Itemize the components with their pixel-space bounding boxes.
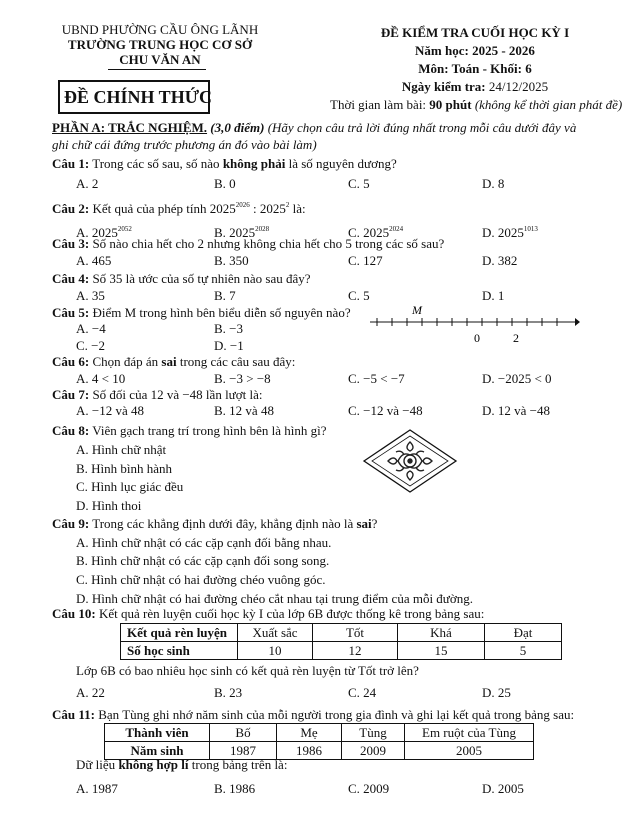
q2-option-b[interactable]: B. $2025^{2028}$: [214, 225, 270, 240]
table-cell: Xuất sắc: [238, 624, 313, 642]
q10-option-c[interactable]: C. 24: [348, 685, 377, 700]
table-cell: Tùng: [342, 724, 405, 742]
q10-option-b[interactable]: B. 23: [214, 685, 243, 700]
q2-option-d[interactable]: D. $2025^{1013}$: [482, 225, 538, 240]
q10-table: [120, 623, 562, 660]
q5-option-a[interactable]: A. −4: [76, 321, 106, 336]
table-cell: Kết quả rèn luyện: [121, 624, 238, 642]
district-name: UBND PHƯỜNG CẦU ÔNG LÃNH: [61, 22, 259, 37]
question-11: Câu 11: Bạn Tùng ghi nhớ năm sinh của mỗi người trong gia đình và ghi lại kết quả trong bảng sau:: [52, 707, 575, 722]
table-cell: Mẹ: [277, 724, 342, 742]
school-year: Năm học: 2025 - 2026: [415, 43, 535, 58]
q7-option-b[interactable]: B. 12 và 48: [214, 403, 274, 418]
q8-option-c[interactable]: C. Hình lục giác đều: [76, 479, 184, 494]
q3-option-b[interactable]: B. 350: [214, 253, 249, 268]
q10-option-a[interactable]: A. 22: [76, 685, 105, 700]
question-5: Câu 5: Điểm M trong hình bên biểu diễn số nguyên nào?: [52, 305, 351, 320]
q11-subquestion: Dữ liệu không hợp lí trong bảng trên là:: [76, 757, 288, 772]
q8-option-b[interactable]: B. Hình bình hành: [76, 461, 173, 476]
school-name-1: TRƯỜNG TRUNG HỌC CƠ SỞ: [67, 37, 253, 52]
q11-option-a[interactable]: A. 1987: [76, 781, 118, 796]
subject-line: Môn: Toán - Khối: 6: [418, 61, 532, 76]
table-cell: 2005: [405, 742, 534, 760]
zero-label: 0: [474, 331, 480, 345]
exam-title: ĐỀ KIỂM TRA CUỐI HỌC KỲ I: [380, 25, 570, 40]
table-cell: Năm sinh: [105, 742, 210, 760]
q9-option-c[interactable]: C. Hình chữ nhật có hai đường chéo vuông góc.: [76, 572, 326, 587]
school-header: [40, 22, 280, 67]
number-line-arrow: [575, 318, 580, 326]
q7-option-c[interactable]: C. −12 và −48: [348, 403, 423, 418]
q11-table: [104, 723, 534, 760]
header-underline: [108, 69, 206, 70]
q9-option-d[interactable]: D. Hình chữ nhật có hai đường chéo cắt nhau tại trung điểm của mỗi đường.: [76, 591, 473, 606]
table-cell: 1987: [210, 742, 277, 760]
q11-option-c[interactable]: C. 2009: [348, 781, 390, 796]
q10-subquestion: Lớp 6B có bao nhiêu học sinh có kết quả rèn luyện từ Tốt trở lên?: [76, 663, 419, 678]
q8-option-d[interactable]: D. Hình thoi: [76, 498, 142, 513]
q1-option-c[interactable]: C. 5: [348, 176, 370, 191]
table-row: [121, 624, 562, 642]
official-stamp: ĐỀ CHÍNH THỨC: [58, 80, 210, 114]
q11-option-d[interactable]: D. 2005: [482, 781, 524, 796]
q9-option-a[interactable]: A. Hình chữ nhật có các cặp cạnh đối bằng nhau.: [76, 535, 332, 550]
school-name-2: CHU VĂN AN: [119, 52, 201, 67]
q6-option-d[interactable]: D. −2025 < 0: [482, 371, 552, 386]
table-cell: Khá: [398, 624, 485, 642]
question-7: Câu 7: Số đối của 12 và −48 lần lượt là:: [52, 387, 263, 402]
q4-option-a[interactable]: A. 35: [76, 288, 105, 303]
point-m-label: M: [412, 303, 422, 317]
q8-option-a[interactable]: A. Hình chữ nhật: [76, 442, 167, 457]
q5-option-b[interactable]: B. −3: [214, 321, 244, 336]
q9-option-b[interactable]: B. Hình chữ nhật có các cặp cạnh đối song song.: [76, 553, 330, 568]
table-cell: 5: [485, 642, 562, 660]
question-8: Câu 8: Viên gạch trang trí trong hình bên là hình gì?: [52, 423, 327, 438]
table-cell: Tốt: [313, 624, 398, 642]
table-cell: 1986: [277, 742, 342, 760]
table-cell: 15: [398, 642, 485, 660]
table-cell: Số học sinh: [121, 642, 238, 660]
two-label: 2: [513, 331, 519, 345]
table-row: [105, 724, 534, 742]
q5-option-d[interactable]: D. −1: [214, 338, 244, 353]
tile-figure: [360, 428, 460, 494]
q6-option-c[interactable]: C. −5 < −7: [348, 371, 405, 386]
q11-option-b[interactable]: B. 1986: [214, 781, 256, 796]
q4-option-d[interactable]: D. 1: [482, 288, 505, 303]
q1-option-a[interactable]: A. 2: [76, 176, 99, 191]
table-cell: 10: [238, 642, 313, 660]
part-a-instruction: ghi chữ cái đứng trước phương án đó vào bài làm): [52, 137, 317, 152]
exam-header: [330, 24, 623, 114]
q3-option-a[interactable]: A. 465: [76, 253, 112, 268]
question-1: Câu 1: Trong các số sau, số nào không phải là số nguyên dương?: [52, 156, 397, 171]
table-cell: 2009: [342, 742, 405, 760]
table-row: [121, 642, 562, 660]
q1-option-d[interactable]: D. 8: [482, 176, 505, 191]
table-cell: Bố: [210, 724, 277, 742]
table-cell: 12: [313, 642, 398, 660]
q2-option-a[interactable]: A. $2025^{2052}$: [76, 225, 132, 240]
q10-option-d[interactable]: D. 25: [482, 685, 511, 700]
q1-option-b[interactable]: B. 0: [214, 176, 236, 191]
question-4: Câu 4: Số 35 là ước của số tự nhiên nào sau đây?: [52, 271, 311, 286]
q6-option-a[interactable]: A. 4 < 10: [76, 371, 126, 386]
q3-option-c[interactable]: C. 127: [348, 253, 383, 268]
question-2: Câu 2: Kết quả của phép tính $2025^{2026}$ : 2025$^2$ là:: [52, 201, 306, 216]
table-cell: Em ruột của Tùng: [405, 724, 534, 742]
question-3: Câu 3: Số nào chia hết cho 2 nhưng không chia hết cho 5 trong các số sau?: [52, 236, 445, 251]
question-9: Câu 9: Trong các khẳng định dưới đây, khẳng định nào là sai?: [52, 516, 378, 531]
part-a-heading: PHẦN A: TRẮC NGHIỆM. (3,0 điểm) (Hãy chọn câu trả lời đúng nhất trong mỗi câu dưới đây và: [52, 120, 577, 135]
question-10: Câu 10: Kết quả rèn luyện cuối học kỳ I của lớp 6B được thống kê trong bảng sau:: [52, 606, 485, 621]
exam-time: Thời gian làm bài: 90 phút (không kể thời gian phát đề): [330, 97, 623, 112]
q5-option-c[interactable]: C. −2: [76, 338, 106, 353]
q3-option-d[interactable]: D. 382: [482, 253, 518, 268]
q4-option-b[interactable]: B. 7: [214, 288, 236, 303]
table-cell: Đạt: [485, 624, 562, 642]
q6-option-b[interactable]: B. −3 > −8: [214, 371, 271, 386]
q4-option-c[interactable]: C. 5: [348, 288, 370, 303]
question-6: Câu 6: Chọn đáp án sai trong các câu sau đây:: [52, 354, 296, 369]
number-line-figure: [370, 302, 580, 350]
q7-option-d[interactable]: D. 12 và −48: [482, 403, 550, 418]
exam-date: Ngày kiểm tra: 24/12/2025: [401, 79, 549, 94]
q7-option-a[interactable]: A. −12 và 48: [76, 403, 144, 418]
table-cell: Thành viên: [105, 724, 210, 742]
q2-option-c[interactable]: C. $2025^{2024}$: [348, 225, 404, 240]
